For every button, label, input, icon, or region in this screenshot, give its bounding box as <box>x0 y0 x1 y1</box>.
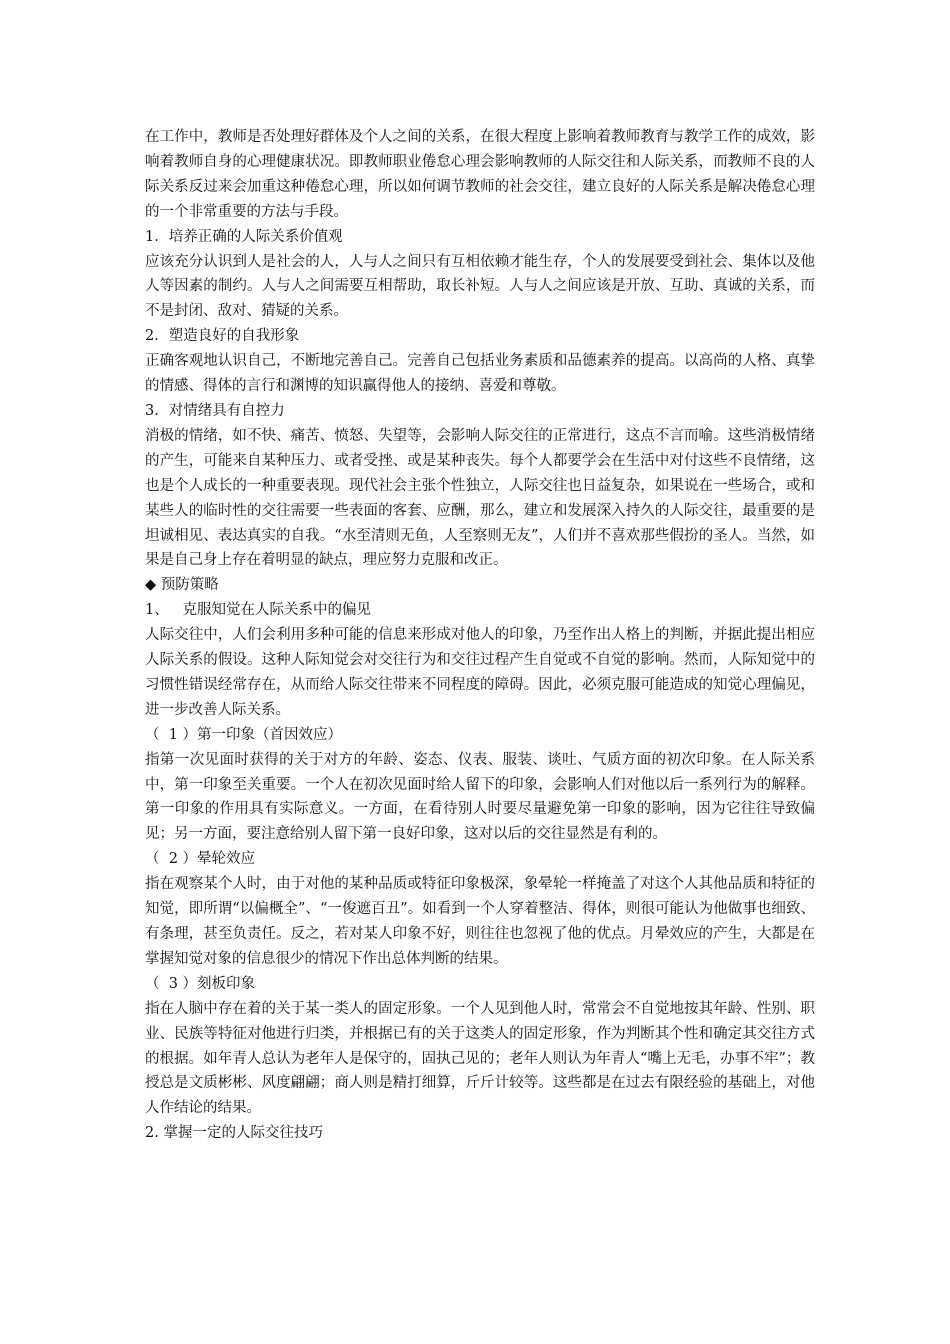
subheading-2: （ 2 ）晕轮效应 <box>145 851 256 868</box>
paragraph-3: 消极的情绪，如不快、痛苦、愤怒、失望等，会影响人际交往的正常进行，这点不言而喻。这些消极情绪的产生，可能来自某种压力、或者受挫、或是某种丧失。每个人都要学会在生活中对付这些不良情绪，这也是个人成长的一种重要表现。现代社会主张个性独立，人际交往也日益复杂，如果说在一些场合，或和某些人的临时性的交往需要一些表面的客套、应酬，那么，建立和发展深入持久的人际交往，最重要的是坦诚相见、表达真实的自我。“水至清则无鱼，人至察则无友”，人们并不喜欢那些假扮的圣人。当然，如果是自己身上存在着明显的缺点，理应努力克服和改正。 <box>145 427 815 569</box>
heading-2: 2．塑造良好的自我形象 <box>145 328 300 345</box>
heading-3: 3．对情绪具有自控力 <box>145 402 285 419</box>
subheading-3: （ 3 ）刻板印象 <box>145 975 256 992</box>
heading-5: 2. 掌握一定的人际交往技巧 <box>145 1125 323 1142</box>
paragraph-7: 指在人脑中存在着的关于某一类人的固定形象。一个人见到他人时，常常会不自觉地按其年龄、性别、职业、民族等特征对他进行归类，并根据已有的关于这类人的固定形象，作为判断其个性和确定其交往方式的根据。如年青人总认为老年人是保守的，固执己见的；老年人则认为年青人“嘴上无毛，办事不牢”；教授总是文质彬彬、风度翩翩；商人则是精打细算，斤斤计较等。这些都是在过去有限经验的基础上，对他人作结论的结果。 <box>145 1000 815 1117</box>
document-body <box>145 125 815 1146</box>
paragraph-1: 应该充分认识到人是社会的人，人与人之间只有互相依赖才能生存，个人的发展要受到社会、集体以及他人等因素的制约。人与人之间需要互相帮助，取长补短。人与人之间应该是开放、互助、真诚的关系，而不是封闭、敌对、猜疑的关系。 <box>145 253 815 320</box>
paragraph-2: 正确客观地认识自己，不断地完善自己。完善自己包括业务素质和品德素养的提高。以高尚的人格、真挚的情感、得体的言行和渊博的知识赢得他人的接纳、喜爱和尊敬。 <box>145 353 815 395</box>
subheading-1: （ 1 ）第一印象（首因效应） <box>145 726 343 743</box>
paragraph-5: 指第一次见面时获得的关于对方的年龄、姿态、仪表、服装、谈吐、气质方面的初次印象。在人际关系中，第一印象至关重要。一个人在初次见面时给人留下的印象，会影响人们对他以后一系列行为的解释。第一印象的作用具有实际意义。一方面，在看待别人时要尽量避免第一印象的影响，因为它往往导致偏见；另一方面，要注意给别人留下第一良好印象，这对以后的交往显然是有利的。 <box>145 751 815 843</box>
paragraph-6: 指在观察某个人时，由于对他的某种品质或特征印象极深，象晕轮一样掩盖了对这个人其他品质和特征的知觉，即所谓“以偏概全”、“一俊遮百丑”。如看到一个人穿着整洁、得体，则很可能认为他做事也细致、有条理，甚至负责任。反之，若对某人印象不好，则往往也忽视了他的优点。月晕效应的产生，大都是在掌握知觉对象的信息很少的情况下作出总体判断的结果。 <box>145 876 815 967</box>
heading-1: 1．培养正确的人际关系价值观 <box>145 228 343 245</box>
intro-paragraph: 在工作中，教师是否处理好群体及个人之间的关系，在很大程度上影响着教师教育与教学工作的成效，影响着教师自身的心理健康状况。即教师职业倦怠心理会影响教师的人际交往和人际关系，而教师不良的人际关系反过来会加重这种倦怠心理，所以如何调节教师的社会交往，建立良好的人际关系是解决倦怠心理的一个非常重要的方法与手段。 <box>145 129 815 220</box>
heading-4: 1、 克服知觉在人际关系中的偏见 <box>145 602 372 619</box>
paragraph-4: 人际交往中，人们会利用多种可能的信息来形成对他人的印象，乃至作出人格上的判断，并据此提出相应人际关系的假设。这种人际知觉会对交往行为和交往过程产生自觉或不自觉的影响。然而，人际知觉中的习惯性错误经常存在，从而给人际交往带来不同程度的障碍。因此，必须克服可能造成的知觉心理偏见，进一步改善人际关系。 <box>145 627 815 718</box>
prevention-heading: ◆ 预防策略 <box>145 577 219 594</box>
